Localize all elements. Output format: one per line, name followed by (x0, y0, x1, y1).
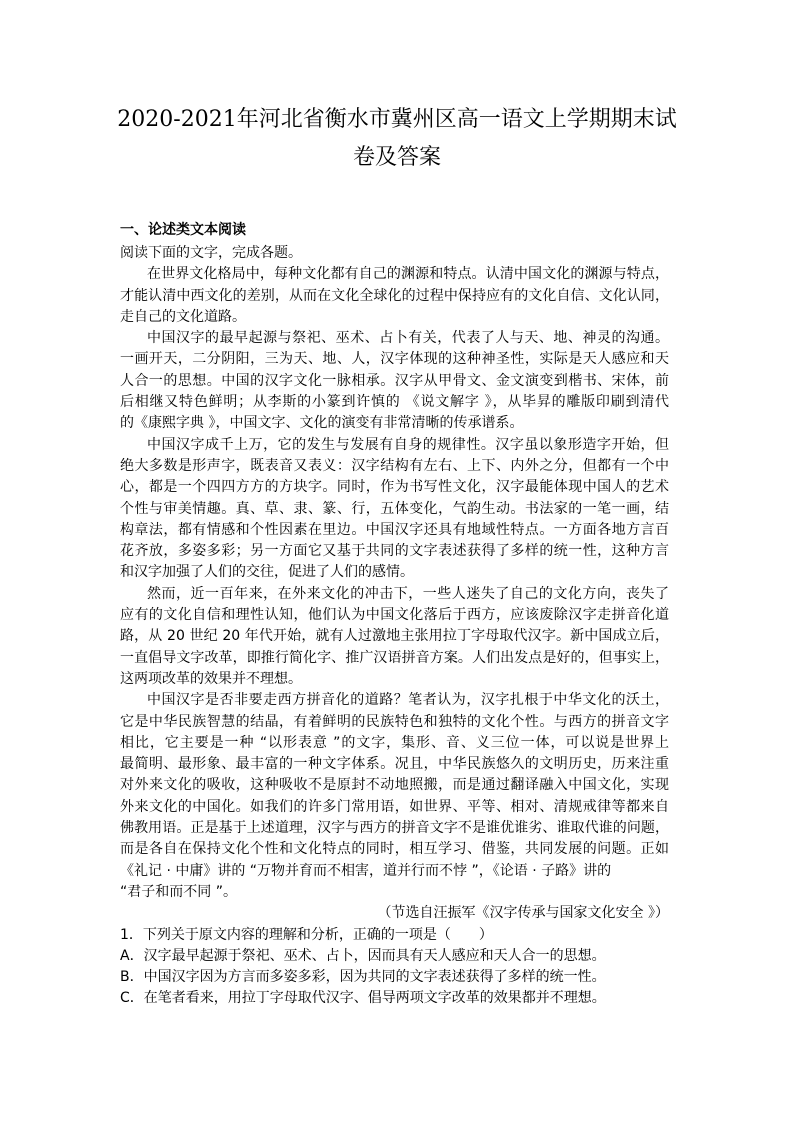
document-title-line-1: 2020-2021年河北省衡水市冀州区高一语文上学期期末试 (117, 107, 677, 132)
text-line: （节选自汪振军《汉字传承与国家文化安全 》） (377, 905, 669, 922)
text-line: 后相继又特色鲜明；从李斯的小篆到许慎的 《说文解字 》，从毕昇的雕版印刷到清代 (120, 394, 669, 411)
text-line: 中国汉字成千上万，它的发生与发展有自身的规律性。汉字虽以象形造字开始，但 (147, 436, 669, 453)
text-line: 然而，近一百年来，在外来文化的冲击下，一些人迷失了自己的文化方向，丧失了 (147, 585, 669, 602)
text-line: 一画开天，二分阴阳，三为天、地、人，汉字体现的这种神圣性，实际是天人感应和天 (120, 351, 669, 368)
text-line: 最简明、最形象、最丰富的一种文字体系。况且，中华民族悠久的文明历史，历来注重 (120, 756, 669, 773)
text-line: 个性与审美情趣。真、草、隶、篆、行，五体变化，气韵生动。书法家的一笔一画，结 (120, 500, 669, 517)
text-line: 路，从 20 世纪 20 年代开始，就有人过激地主张用拉丁字母取代汉字。新中国成立后， (120, 628, 669, 645)
text-line: 佛教用语。正是基于上述道理，汉字与西方的拼音文字不是谁优谁劣、谁取代谁的问题， (120, 820, 669, 837)
text-line: “君子和而不同 ”。 (120, 883, 237, 900)
text-line: A．汉字最早起源于祭祀、巫术、占卜，因而具有天人感应和天人合一的思想。 (120, 947, 606, 964)
text-line: C．在笔者看来，用拉丁字母取代汉字、倡导两项文字改革的效果都并不理想。 (120, 990, 606, 1007)
text-line: 走自己的文化道路。 (120, 308, 246, 325)
text-line: 的《康熙字典 》，中国文字、文化的演变有非常清晰的传承谱系。 (120, 415, 524, 432)
text-line: 在世界文化格局中，每种文化都有自己的渊源和特点。认清中国文化的渊源与特点， (147, 266, 669, 283)
text-line: 构章法，都有情感和个性因素在里边。中国汉字还具有地域性特点。一方面各地方言百 (120, 521, 669, 538)
text-line: 相比，它主要是一种 “以形表意 ”的文字，集形、音、义三位一体，可以说是世界上 (120, 734, 669, 751)
text-line: 才能认清中西文化的差别，从而在文化全球化的过程中保持应有的文化自信、文化认同， (120, 287, 669, 304)
text-line: 应有的文化自信和理性认知，他们认为中国文化落后于西方，应该废除汉字走拼音化道 (120, 607, 669, 624)
text-line: 绝大多数是形声字，既表音又表义：汉字结构有左右、上下、内外之分，但都有一个中 (120, 457, 669, 474)
document-title-line-2: 卷及答案 (352, 145, 441, 170)
section-heading: 一、论述类文本阅读 (120, 222, 246, 238)
text-line: 《礼记 · 中庸》讲的 “万物并育而不相害，道并行而不悖 ”，《论语 · 子路》讲的 (120, 862, 612, 879)
text-line: 人合一的思想。中国的汉字文化一脉相承。汉字从甲骨文、金文演变到楷书、宋体，前 (120, 372, 669, 389)
text-line: 外来文化的中国化。如我们的许多门常用语，如世界、平等、相对、清规戒律等都来自 (120, 798, 669, 815)
text-line: 心，都是一个四四方方的方块字。同时，作为书写性文化，汉字最能体现中国人的艺术 (120, 479, 669, 496)
text-line: 和汉字加强了人们的交往，促进了人们的感情。 (120, 564, 414, 581)
text-line: B．中国汉字因为方言而多姿多彩，因为共同的文字表述获得了多样的统一性。 (120, 969, 606, 986)
text-line: 它是中华民族智慧的结晶，有着鲜明的民族特色和独特的文化个性。与西方的拼音文字 (120, 713, 669, 730)
document-body (120, 243, 669, 1010)
text-line: 中国汉字是否非要走西方拼音化的道路？笔者认为，汉字扎根于中华文化的沃土， (147, 692, 669, 709)
text-line: 1．下列关于原文内容的理解和分析，正确的一项是（ ） (120, 926, 493, 943)
text-line: 一直倡导文字改革，即推行简化字、推广汉语拼音方案。人们出发点是好的，但事实上， (120, 649, 669, 666)
text-line: 阅读下面的文字，完成各题。 (120, 245, 302, 261)
text-line: 这两项改革的效果并不理想。 (120, 670, 302, 687)
text-line: 花齐放，多姿多彩；另一方面它又基于共同的文字表述获得了多样的统一性，这种方言 (120, 543, 669, 560)
text-line: 中国汉字的最早起源与祭祀、巫术、占卜有关，代表了人与天、地、神灵的沟通。 (147, 330, 669, 347)
text-line: 而是各自在保持文化个性和文化特点的同时，相互学习、借鉴，共同发展的问题。正如 (120, 841, 669, 858)
text-line: 对外来文化的吸收，这种吸收不是原封不动地照搬，而是通过翻译融入中国文化，实现 (120, 777, 669, 794)
